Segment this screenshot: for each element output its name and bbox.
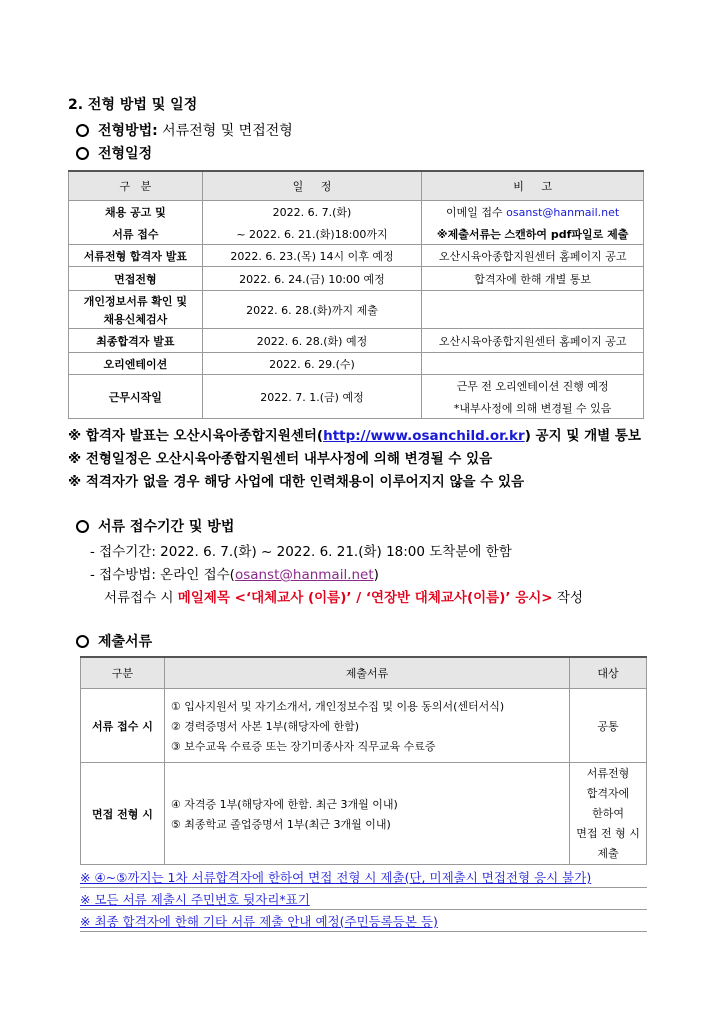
footnote [80, 890, 310, 908]
website-link[interactable]: http://www.osanchild.or.kr [323, 428, 525, 444]
table-row [69, 291, 644, 329]
document-item: ① 입사지원서 및 자기소개서, 개인정보수집 및 이용 동의서(센터서식) [170, 699, 505, 713]
table-row [69, 375, 644, 419]
footnote [80, 868, 591, 886]
application-title: 서류 접수기간 및 방법 [98, 519, 235, 535]
row-date: 2022. 7. 1.(금) 예정 [202, 375, 422, 419]
circle-bullet-icon [76, 520, 89, 533]
footnote [80, 912, 438, 930]
footnote-text: ※ 최종 합격자에 한해 기타 서류 제출 안내 예정(주민등록등본 등) [80, 914, 438, 929]
row-date: 2022. 6. 29.(수) [202, 353, 422, 375]
row-remark [422, 353, 644, 375]
row-target: 한하여 [592, 806, 624, 820]
row-date: 2022. 6. 7.(화) [272, 205, 352, 219]
header-category: 구 분 [69, 171, 203, 201]
method-label: 전형방법: [98, 123, 158, 139]
document-item: ⑤ 최종학교 졸업증명서 1부(최근 3개월 이내) [170, 817, 391, 831]
header-documents: 제출서류 [164, 657, 569, 689]
table-row [69, 353, 644, 375]
table-row [81, 763, 647, 865]
documents-line [76, 631, 152, 651]
method-value: 서류전형 및 면접전형 [162, 123, 293, 139]
row-label: 서류전형 합격자 발표 [69, 245, 203, 267]
notice-text: ※ 합격자 발표는 오산시육아종합지원센터( [68, 428, 324, 444]
notice-schedule-change: ※ 전형일정은 오산시육아종합지원센터 내부사정에 의해 변경될 수 있음 [68, 451, 493, 467]
row-remark: ※제출서류는 스캔하여 pdf파일로 제출 [436, 227, 629, 241]
application-period: - 접수기간: 2022. 6. 7.(화) ~ 2022. 6. 21.(화) 18:00 도착분에 한함 [90, 544, 512, 560]
row-target: 공통 [570, 689, 647, 763]
row-remark: 합격자에 한해 개별 통보 [422, 267, 644, 291]
email-link[interactable]: osanst@hanmail.net [506, 205, 620, 219]
section-title: 2. 전형 방법 및 일정 [68, 97, 198, 113]
circle-bullet-icon [76, 635, 89, 648]
divider [80, 887, 647, 888]
row-target: 합격자에 [586, 786, 630, 800]
row-label: 최종합격자 발표 [69, 329, 203, 353]
row-label: 개인정보서류 확인 및 [83, 294, 187, 308]
row-remark: 오산시육아종합지원센터 홈페이지 공고 [422, 245, 644, 267]
notice-text: ) 공지 및 개별 통보 [524, 428, 641, 444]
method-text: - 접수방법: 온라인 접수( [90, 567, 235, 583]
row-label: 면접전형 [69, 267, 203, 291]
table-row [69, 245, 644, 267]
row-remark: 오산시육아종합지원센터 홈페이지 공고 [422, 329, 644, 353]
row-date: 2022. 6. 24.(금) 10:00 예정 [202, 267, 422, 291]
table-row [69, 201, 644, 245]
schedule-line [76, 143, 152, 163]
application-method [90, 563, 379, 583]
row-date: ~ 2022. 6. 21.(화)18:00까지 [236, 227, 388, 241]
row-target: 서류전형 [586, 766, 630, 780]
row-label: 오리엔테이션 [69, 353, 203, 375]
row-remark: 근무 전 오리엔테이션 진행 예정 [456, 379, 609, 393]
footnote-text: ※ 모든 서류 제출시 주민번호 뒷자리*표기 [80, 892, 310, 907]
application-subject [104, 586, 583, 606]
row-remark [422, 291, 644, 329]
header-target: 대상 [570, 657, 647, 689]
row-label: 채용신체검사 [103, 312, 168, 326]
documents-table [80, 656, 647, 865]
schedule-table [68, 170, 644, 419]
row-date: 2022. 6. 23.(목) 14시 이후 예정 [202, 245, 422, 267]
table-header-row [69, 171, 644, 201]
document-item: ③ 보수교육 수료증 또는 장기미종사자 직무교육 수료증 [170, 739, 436, 753]
method-text: ) [373, 567, 379, 583]
subject-text: 작성 [552, 590, 583, 606]
circle-bullet-icon [76, 124, 89, 137]
row-date: 2022. 6. 28.(화) 예정 [202, 329, 422, 353]
notice-announcement [68, 424, 641, 444]
footnote-text: ※ ④~⑤까지는 1차 서류합격자에 한하여 면접 전형 시 제출(단, 미제출시 면접전형 응시 불가) [80, 870, 592, 885]
divider [80, 909, 647, 910]
row-label: 채용 공고 및 [104, 205, 166, 219]
notice-no-candidate: ※ 적격자가 없을 경우 해당 사업에 대한 인력채용이 이루어지지 않을 수 있음 [68, 474, 525, 490]
row-date: 2022. 6. 28.(화)까지 제출 [202, 291, 422, 329]
header-category: 구분 [81, 657, 165, 689]
subject-highlight: 메일제목 <‘대체교사 (이름)’ / ‘연장반 대체교사(이름)’ 응시> [177, 590, 553, 606]
table-header-row [81, 657, 647, 689]
header-remarks: 비 고 [422, 171, 644, 201]
row-label: 면접 전형 시 [81, 763, 165, 865]
row-label: 서류 접수 시 [81, 689, 165, 763]
method-line [76, 120, 293, 140]
divider [80, 931, 647, 932]
documents-title: 제출서류 [98, 634, 153, 650]
table-row [81, 689, 647, 763]
document-item: ② 경력증명서 사본 1부(해당자에 한함) [170, 719, 360, 733]
document-item: ④ 자격증 1부(해당자에 한함. 최근 3개월 이내) [170, 797, 398, 811]
email-link[interactable]: osanst@hanmail.net [234, 567, 374, 583]
circle-bullet-icon [76, 147, 89, 160]
header-schedule: 일 정 [202, 171, 422, 201]
row-label: 서류 접수 [112, 227, 159, 241]
table-row [69, 267, 644, 291]
row-remark: 이메일 접수 [446, 205, 507, 219]
row-remark: *내부사정에 의해 변경될 수 있음 [453, 401, 612, 415]
table-row [69, 329, 644, 353]
row-label: 근무시작일 [69, 375, 203, 419]
row-target: 면접 전 형 시 [576, 826, 640, 840]
application-line [76, 516, 234, 536]
subject-text: 서류접수 시 [104, 590, 178, 606]
schedule-label: 전형일정 [98, 146, 153, 162]
row-target: 제출 [597, 846, 619, 860]
